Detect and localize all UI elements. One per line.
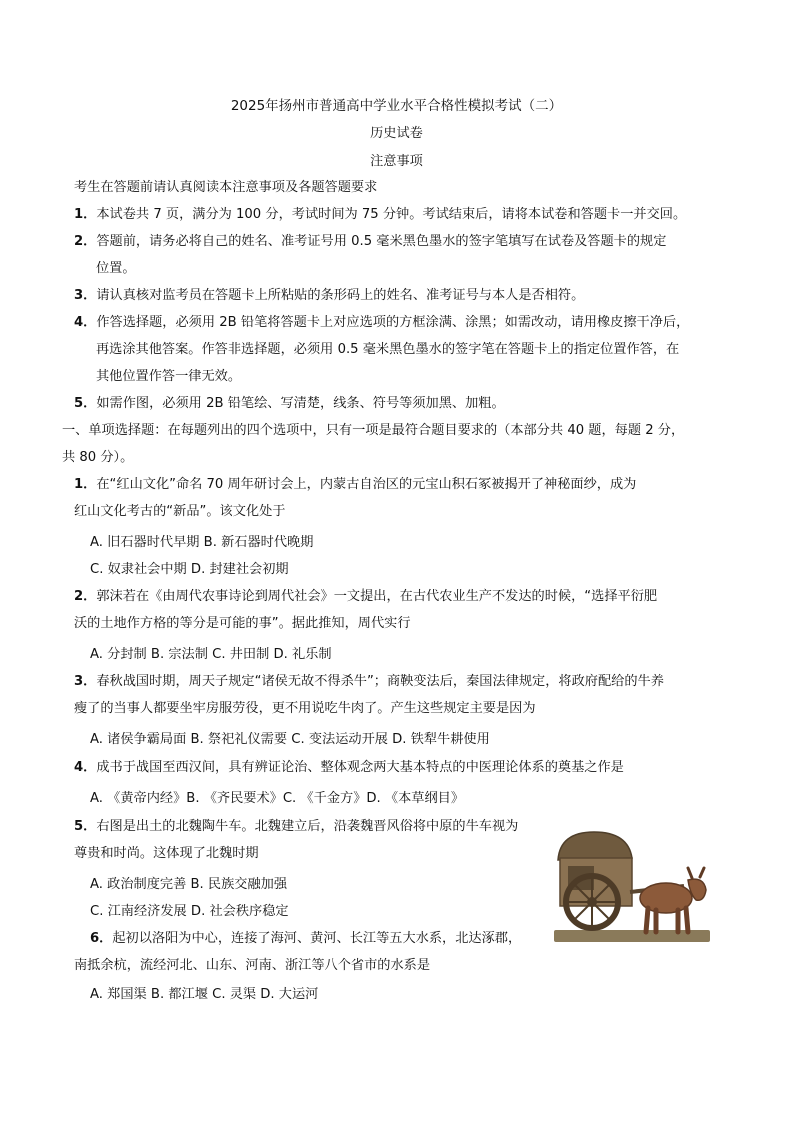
notice-number: 5． bbox=[74, 396, 97, 411]
notice-text: 本试卷共 7 页，满分为 100 分，考试时间为 75 分钟。考试结束后，请将本试卷和答题卡一并交回。 bbox=[96, 207, 687, 222]
question-text: 尊贵和时尚。这体现了北魏时期 bbox=[74, 846, 259, 861]
question-text: 成书于战国至西汉间，具有辨证论治、整体观念两大基本特点的中医理论体系的奠基之作是 bbox=[96, 760, 624, 775]
question-options: A. 郑国渠 B. 都江堰 C. 灵渠 D. 大运河 bbox=[90, 987, 319, 1002]
notice-text: 请认真核对监考员在答题卡上所粘贴的条形码上的姓名、准考证号与本人是否相符。 bbox=[96, 288, 585, 303]
question-text: 郭沫若在《由周代农事诗论到周代社会》一文提出，在古代农业生产不发达的时候，“选择平衍肥 bbox=[96, 589, 658, 604]
question-number: 1． bbox=[74, 477, 97, 492]
notice-text: 再选涂其他答案。作答非选择题，必须用 0.5 毫米黑色墨水的签字笔在答题卡上的指定位置作答，在 bbox=[96, 342, 680, 357]
ox-horns bbox=[688, 868, 704, 878]
notice-number: 3． bbox=[74, 288, 97, 303]
question-text: 起初以洛阳为中心，连接了海河、黄河、长江等五大水系，北达涿郡， bbox=[112, 931, 522, 946]
question-text: 瘦了的当事人都要坐牢房服劳役，更不用说吃牛肉了。产生这些规定主要是因为 bbox=[74, 701, 536, 716]
question-number: 6． bbox=[90, 931, 113, 946]
question-options: A. 政治制度完善 B. 民族交融加强 bbox=[90, 877, 288, 892]
question-options: A. 分封制 B. 宗法制 C. 井田制 D. 礼乐制 bbox=[90, 647, 332, 662]
question-number: 5． bbox=[74, 819, 97, 834]
exam-title: 2025年扬州市普通高中学业水平合格性模拟考试（二） bbox=[230, 98, 563, 114]
notice-heading: 注意事项 bbox=[370, 154, 423, 169]
question-options: A. 诸侯争霸局面 B. 祭祀礼仪需要 C. 变法运动开展 D. 铁犁牛耕使用 bbox=[90, 732, 490, 747]
question-options: C. 江南经济发展 D. 社会秩序稳定 bbox=[90, 904, 289, 919]
intro-text: 考生在答题前请认真阅读本注意事项及各题答题要求 bbox=[74, 180, 378, 195]
notice-number: 1． bbox=[74, 207, 97, 222]
notice-number: 2． bbox=[74, 234, 97, 249]
question-text: 沃的土地作方格的等分是可能的事”。据此推知，周代实行 bbox=[74, 616, 411, 631]
notice-text: 答题前，请务必将自己的姓名、准考证号用 0.5 毫米黑色墨水的签字笔填写在试卷及答题卡的规定 bbox=[96, 234, 667, 249]
question-text: 南抵余杭，流经河北、山东、河南、浙江等八个省市的水系是 bbox=[74, 958, 431, 973]
question-stem bbox=[74, 672, 664, 692]
wheel-spokes bbox=[568, 878, 616, 926]
question-stem bbox=[74, 817, 518, 837]
ox-cart-photo bbox=[554, 828, 714, 946]
notice-item bbox=[74, 232, 666, 252]
notice-text: 如需作图，必须用 2B 铅笔绘、写清楚，线条、符号等须加黑、加粗。 bbox=[96, 396, 505, 411]
section-heading-cont: 共 80 分）。 bbox=[62, 450, 134, 465]
cart-roof bbox=[558, 832, 632, 860]
question-text: 在“红山文化”命名 70 周年研讨会上，内蒙古自治区的元宝山积石冢被揭开了神秘面纱，成为 bbox=[96, 477, 637, 492]
question-stem bbox=[74, 475, 636, 495]
notice-number: 4． bbox=[74, 315, 97, 330]
question-number: 3． bbox=[74, 674, 97, 689]
question-text: 右图是出土的北魏陶牛车。北魏建立后，沿袭魏晋风俗将中原的牛车视为 bbox=[96, 819, 519, 834]
question-stem bbox=[74, 587, 657, 607]
notice-text: 作答选择题，必须用 2B 铅笔将答题卡上对应选项的方框涂满、涂黑；如需改动，请用橡皮擦干净后， bbox=[96, 315, 690, 330]
notice-item bbox=[74, 205, 686, 225]
question-text: 春秋战国时期，周天子规定“诸侯无故不得杀牛”；商鞅变法后，秦国法律规定，将政府配给的牛养 bbox=[96, 674, 664, 689]
question-number: 2． bbox=[74, 589, 97, 604]
notice-item bbox=[74, 286, 584, 306]
question-options: A. 旧石器时代早期 B. 新石器时代晚期 bbox=[90, 535, 314, 550]
notice-text: 其他位置作答一律无效。 bbox=[96, 369, 242, 384]
question-stem bbox=[90, 929, 521, 949]
question-number: 4． bbox=[74, 760, 97, 775]
notice-item bbox=[74, 313, 689, 333]
question-options: A. 《黄帝内经》B. 《齐民要术》C. 《千金方》D. 《本草纲目》 bbox=[90, 791, 465, 806]
notice-item bbox=[74, 394, 505, 414]
notice-text: 位置。 bbox=[96, 261, 136, 276]
section-heading: 一、单项选择题：在每题列出的四个选项中，只有一项是最符合题目要求的（本部分共 40 题，每题 2 分， bbox=[62, 423, 685, 438]
subject-title: 历史试卷 bbox=[370, 126, 423, 141]
question-stem bbox=[74, 758, 624, 778]
question-options: C. 奴隶社会中期 D. 封建社会初期 bbox=[90, 562, 289, 577]
question-text: 红山文化考古的“新品”。该文化处于 bbox=[74, 504, 286, 519]
